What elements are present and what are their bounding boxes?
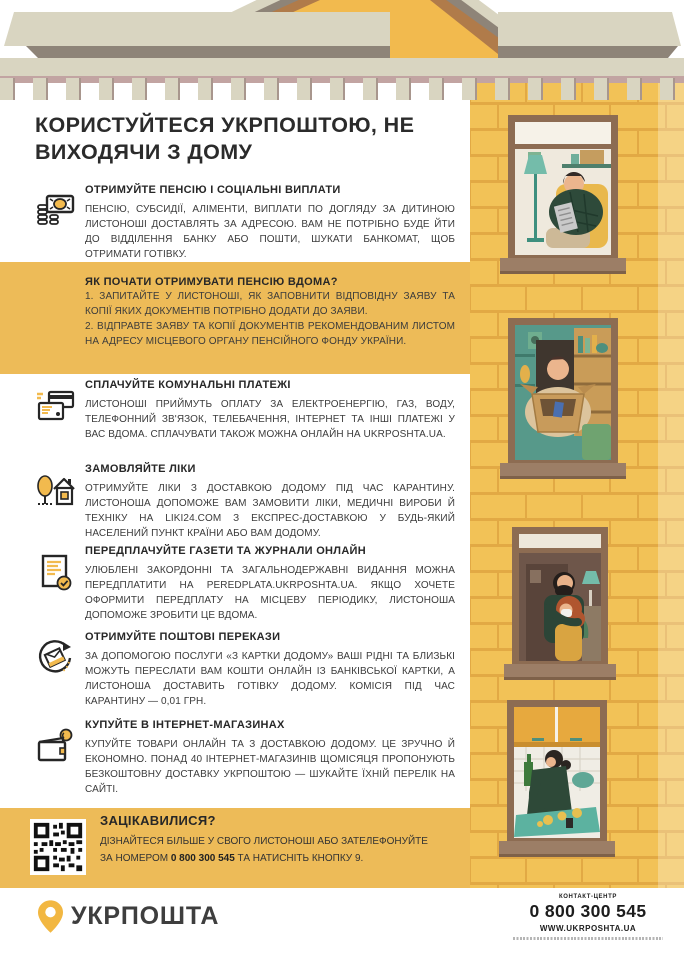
cta-phone-number: 0 800 300 545	[170, 853, 235, 864]
cta-line2-suffix: ТА НАТИСНІТЬ КНОПКУ 9.	[234, 853, 364, 864]
section-body: ОТРИМУЙТЕ ЛІКИ З ДОСТАВКОЮ ДОДОМУ ПІД ЧАС КАРАНТИНУ. ЛИСТОНОША ДОПОМОЖЕ ВАМ ЗАМОВИТИ ЛІКИ, МЕДИЧНІ ВИРОБИ Й ТЕХНІКУ НА LIKI24.COM З ЕКСПРЕС-ДОСТАВКОЮ У БУДЬ-ЯКИЙ НАСЕЛЕНИЙ ПУНКТ КРАЇНИ АБО ВАМ ДОДОМУ.	[85, 483, 455, 539]
qr-code	[30, 819, 86, 875]
window-woman-cooking	[499, 700, 615, 857]
section-heading: ЗАМОВЛЯЙТЕ ЛІКИ	[85, 463, 196, 475]
contact-website: WWW.UKRPOSHTA.UA	[539, 924, 637, 933]
section-heading: ОТРИМУЙТЕ ПОШТОВІ ПЕРЕКАЗИ	[85, 631, 281, 643]
contact-phone: 0 800 300 545	[529, 901, 647, 921]
section-body: КУПУЙТЕ ТОВАРИ ОНЛАЙН ТА З ДОСТАВКОЮ ДОДОМУ. ЦЕ ЗРУЧНО Й ЕКОНОМНО. ПОНАД 40 ІНТЕРНЕТ-МАГАЗИНІВ ЩОМІСЯЦЯ ПРОПОНУЮТЬ БЕЗКОШТОВНУ ДОСТАВКУ УКРПОШТОЮ — ШУКАЙТЕ ЇХНІЙ ПЕРЕЛІК НА САЙТІ.	[85, 739, 455, 795]
section-body: ЗА ДОПОМОГОЮ ПОСЛУГИ «З КАРТКИ ДОДОМУ» ВАШІ РІДНІ ТА БЛИЗЬКІ МОЖУТЬ ПЕРЕСЛАТИ ВАМ КОШТИ ОНЛАЙН ІЗ БАНКІВСЬКОЇ КАРТКИ, А ЛИСТОНОША ДОСТАВИТЬ ГОТІВКУ ДОДОМУ. КОМІСІЯ ПІД ЧАС КАРАНТИНУ — 0,01 ГРН.	[85, 651, 455, 707]
section-shopping	[35, 718, 455, 797]
section-medicine	[35, 462, 455, 541]
contact-center-label: КОНТАКТ-ЦЕНТР	[559, 894, 617, 900]
section-heading: КУПУЙТЕ В ІНТЕРНЕТ-МАГАЗИНАХ	[85, 719, 285, 731]
cta-line2-prefix: ЗА НОМЕРОМ	[100, 853, 171, 864]
pension-step-2: 2. ВІДПРАВТЕ ЗАЯВУ ТА КОПІЇ ДОКУМЕНТІВ РЕКОМЕНДОВАНИМ ЛИСТОМ НА АДРЕСУ МІСЦЕВОГО ОРГАНУ ПЕНСІЙНОГО ФОНДУ УКРАЇНИ.	[85, 321, 455, 347]
section-heading: СПЛАЧУЙТЕ КОМУНАЛЬНІ ПЛАТЕЖІ	[85, 379, 291, 391]
pension-box-heading: ЯК ПОЧАТИ ОТРИМУВАТИ ПЕНСІЮ ВДОМА?	[85, 276, 338, 288]
online-shopping-icon	[35, 726, 75, 766]
section-body: ЛИСТОНОШІ ПРИЙМУТЬ ОПЛАТУ ЗА ЕЛЕКТРОЕНЕРГІЮ, ГАЗ, ВОДУ, ТЕЛЕФОННИЙ ЗВ'ЯЗОК, ТЕЛЕБАЧЕННЯ, ІНТЕРНЕТ ТА ІНШІ ПЛАТЕЖІ У ВАС ВДОМА. СПЛАЧУВАТИ ТАКОЖ МОЖНА ОНЛАЙН НА UKRPOSHTA.UA.	[85, 399, 455, 440]
footer	[0, 888, 684, 960]
section-heading: ОТРИМУЙТЕ ПЕНСІЮ І СОЦІАЛЬНІ ВИПЛАТИ	[85, 184, 341, 196]
pension-money-icon	[35, 191, 75, 231]
money-transfer-icon	[35, 638, 75, 678]
cta-line2	[100, 851, 460, 867]
window-couple-woman-with-mask	[504, 527, 616, 680]
utility-payment-icon	[35, 386, 75, 426]
section-heading: ПЕРЕДПЛАЧУЙТЕ ГАЗЕТИ ТА ЖУРНАЛИ ОНЛАЙН	[85, 545, 367, 557]
window-man-reading-newspaper	[500, 115, 626, 274]
cta-text-block	[100, 813, 460, 867]
section-press	[35, 544, 455, 623]
section-utilities	[35, 378, 455, 442]
fine-print-text	[513, 937, 663, 940]
brand-name: УКРПОШТА	[71, 902, 220, 930]
section-body: УЛЮБЛЕНІ ЗАКОРДОННІ ТА ЗАГАЛЬНОДЕРЖАВНІ ВИДАННЯ МОЖНА ПЕРЕДПЛАТИТИ НА PEREDPLATA.UKRPOSHTA.UA. ЯКЩО ХОЧЕТЕ ОФОРМИТИ ПЕРЕДПЛАТУ НА МІСЦЕВУ ПЕРІОДИКУ, ЛИСТОНОША ДОПОМОЖЕ ЗРОБИТИ ЦЕ ВДОМА.	[85, 565, 455, 621]
window-man-unpacking-parcel	[500, 318, 626, 479]
section-body: ПЕНСІЮ, СУБСИДІЇ, АЛІМЕНТИ, ВИПЛАТИ ПО ДОГЛЯДУ ЗА ДИТИНОЮ ЛИСТОНОШІ ДОСТАВЛЯТЬ ЗА АДРЕСОЮ. ВАМ НЕ ПОТРІБНО БУДЕ ЙТИ ДО ВІДДІЛЕННЯ БАНКУ АБО ПОШТИ, ШУКАТИ БАНКОМАТ, ЩОБ ОТРИМАТИ ГОТІВКУ.	[85, 204, 455, 260]
section-transfers	[35, 630, 455, 709]
cta-heading: ЗАЦІКАВИЛИСЯ?	[100, 813, 216, 828]
roof-dentils	[0, 78, 684, 100]
contact-center-block	[502, 894, 674, 940]
pension-instructions-box	[0, 262, 470, 374]
medicine-delivery-icon	[35, 470, 75, 510]
press-subscription-icon	[35, 552, 75, 592]
location-pin-icon	[38, 900, 63, 933]
page-title: КОРИСТУЙТЕСЯ УКРПОШТОЮ, НЕ ВИХОДЯЧИ З ДОМУ	[35, 113, 415, 164]
cta-line1: ДІЗНАЙТЕСЯ БІЛЬШЕ У СВОГО ЛИСТОНОШІ АБО ЗАТЕЛЕФОНУЙТЕ	[100, 836, 428, 847]
section-pension	[35, 183, 455, 262]
building-illustration	[470, 78, 684, 890]
ukrposhta-logo	[38, 900, 219, 933]
pension-step-1: 1. ЗАПИТАЙТЕ У ЛИСТОНОШІ, ЯК ЗАПОВНИТИ ВІДПОВІДНУ ЗАЯВУ ТА КОПІЇ ЯКИХ ДОКУМЕНТІВ ПОТРІБНО ДОДАТИ ДО ЗАЯВИ.	[85, 291, 455, 317]
